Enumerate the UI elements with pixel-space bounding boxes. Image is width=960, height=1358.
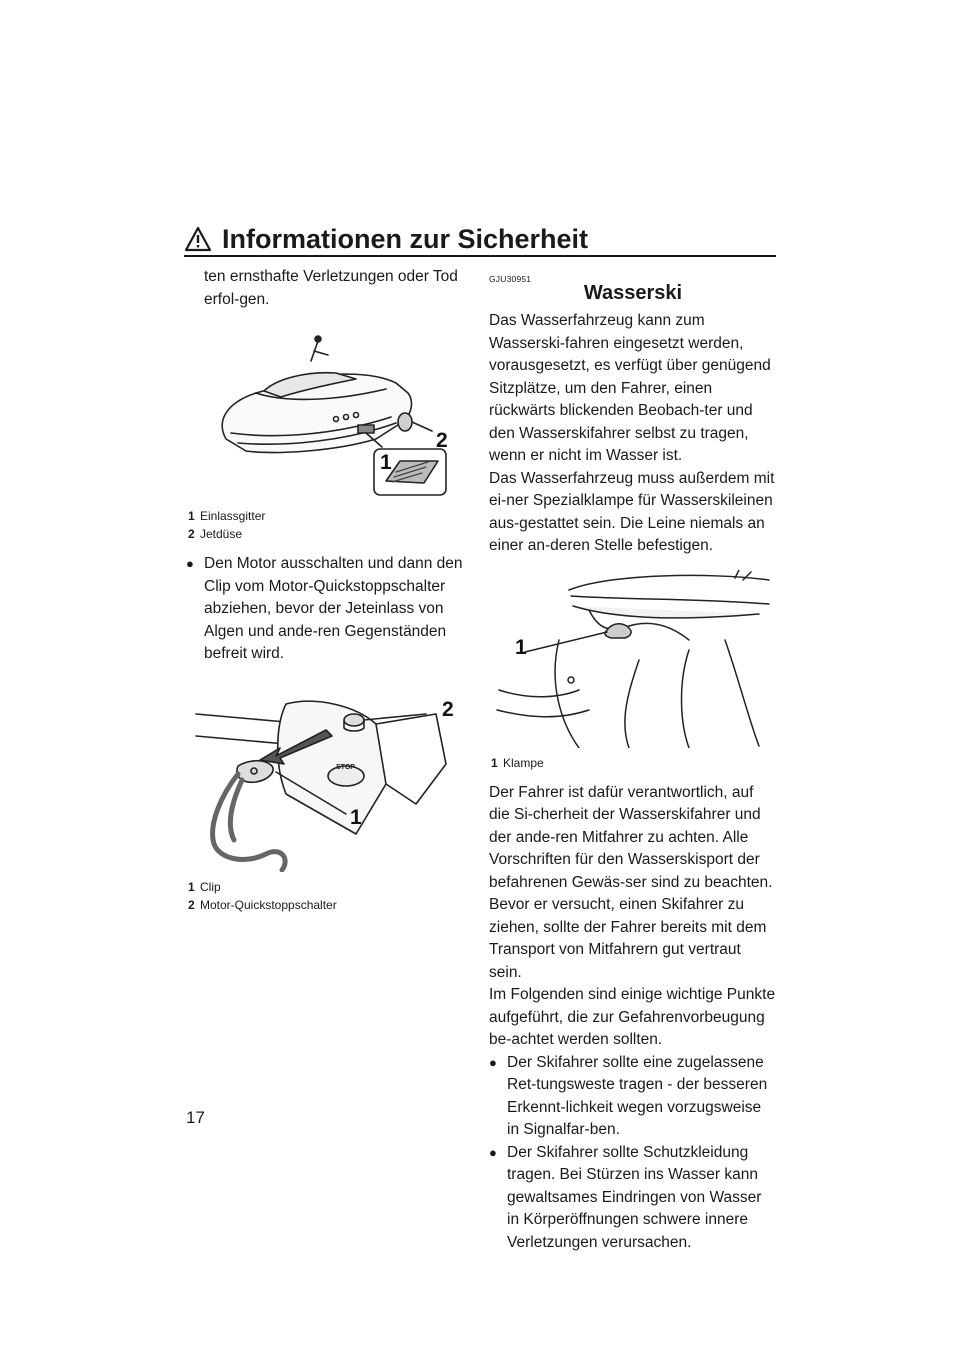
fig2-legend [188,878,474,914]
legend-item [188,878,474,896]
stop-label: STOP [336,763,355,771]
legend-item [188,896,474,914]
header-rule [184,255,776,257]
paragraph: Der Fahrer ist dafür verantwortlich, auf die Si-cherheit der Wasserskifahrer und der ande-ren Mitfahrer zu achten. Alle Vorschriften für den Wasserskisport der befahrenen Gewäs-ser sind zu beachten. [489,783,773,891]
page-header [184,222,776,256]
paragraph: Das Wasserfahrzeug muss außerdem mit ei-ner Spezialklampe für Wasserskileinen aus-gestattet sein. Die Leine niemals an einer an-deren Stelle befestigen. [489,469,775,554]
bullet-dot-icon: ● [186,556,194,571]
bullet-item [489,1052,777,1142]
quickstop-switch-illustration [186,684,474,872]
bullet-text: Der Skifahrer sollte Schutzkleidung tragen. Bei Stürzen ins Wasser kann gewaltsames Eindringen von Wasser in Körperöffnungen schwere innere Verletzungen verursachen. [507,1143,762,1251]
legend-text: Clip [200,879,221,894]
page-number: 17 [186,1108,205,1127]
fig2-callout-1: 1 [350,805,362,829]
bullet-text: Den Motor ausschalten und dann den Clip vom Motor-Quickstoppschalter abziehen, bevor der Jeteinlass von Algen und ande-ren Gegenständen befreit wird. [204,555,463,662]
legend-text: Jetdüse [200,527,243,541]
legend-item [188,525,474,543]
fig3-legend [491,754,777,772]
left-column [186,266,474,924]
bullet-text: Der Skifahrer sollte eine zugelassene Ret-tungsweste tragen - der besseren Erkennt-lichkeit wegen vorzugsweise in Signalfar-ben. [507,1053,768,1138]
bullet-item [186,553,474,666]
paragraph: Bevor er versucht, einen Skifahrer zu ziehen, sollte der Fahrer bereits mit dem Transport von Mitfahrern gut vertraut sein. [489,896,767,981]
bullet-dot-icon: ● [489,1144,497,1160]
legend-item [188,507,474,525]
fig1-callout-2: 2 [436,429,448,452]
right-column [489,266,777,1254]
fig2-callout-2: 2 [442,697,454,721]
legend-number: 2 [188,527,195,541]
figure-ski-cleat [489,570,777,748]
watercraft-illustration [186,321,474,501]
section-code: GJU30951 [489,274,532,284]
legend-number: 1 [491,755,498,770]
header-title: Informationen zur Sicherheit [222,224,589,254]
legend-number: 2 [188,897,195,912]
legend-text: Motor-Quickstoppschalter [200,897,337,912]
paragraph: Im Folgenden sind einige wichtige Punkte aufgeführt, die zur Gefahrenvorbeugung be-achtet werden sollten. [489,986,776,1048]
bullet-item [489,1142,777,1255]
cleat-illustration [489,570,777,748]
intro-text: ten ernsthafte Verletzungen oder Tod erfol-gen. [204,268,458,308]
bullet-dot-icon: ● [489,1054,497,1070]
legend-text: Einlassgitter [200,509,266,523]
warning-triangle-icon [184,226,212,252]
figure-clip-switch [186,684,474,872]
legend-item [491,754,777,772]
legend-number: 1 [188,879,195,894]
fig1-legend [188,507,474,543]
fig1-callout-1: 1 [380,451,392,474]
fig3-callout-1: 1 [515,635,527,659]
header-title-row [184,222,776,256]
legend-text: Klampe [503,755,544,770]
paragraph: Das Wasserfahrzeug kann zum Wasserski-fahren eingesetzt werden, vorausgesetzt, es verfügt über genügend Sitzplätze, um den Fahrer, einen rückwärts blickenden Beobach-ter und den Wasserskifahrer selbst zu tragen, wenn er nicht im Wasser ist. [489,312,771,464]
figure-jet-intake [186,321,474,501]
legend-number: 1 [188,509,195,523]
section-title: Wasserski [583,282,683,304]
